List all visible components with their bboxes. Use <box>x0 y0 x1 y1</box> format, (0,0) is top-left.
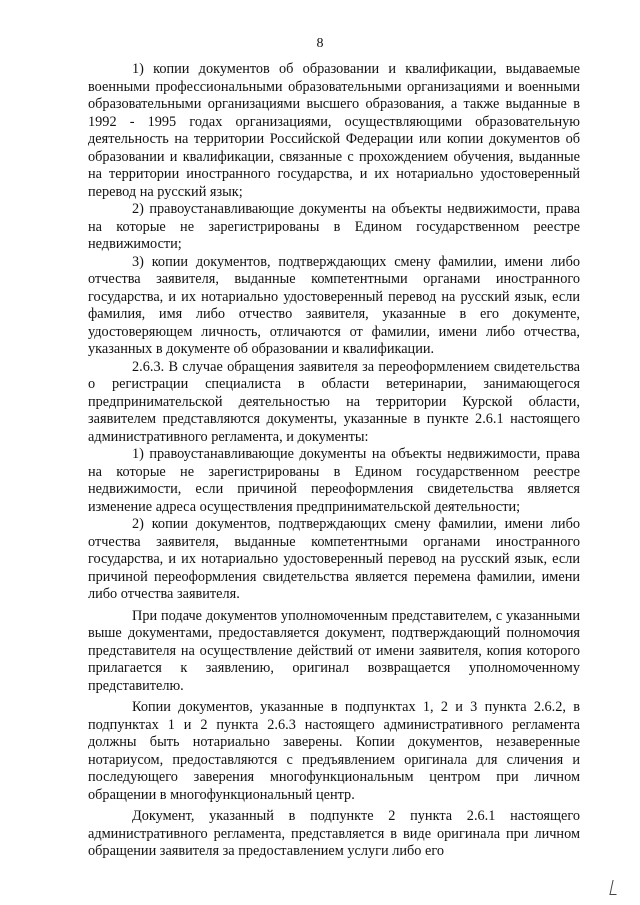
paragraph-item-1: 1) копии документов об образовании и квалификации, выдаваемые военными профессиональными образовательными организациями и военными образовательными организациями высшего образования, а также выданные в 1992 - 1995 годах организациями, осуществляющими образовательную деятельность на территории Российской Федерации или копии документов об образовании и квалификации, связанные с прохождением обучения, выданные на территории иностранного государства, и их нотариально удостоверенный перевод на русский язык; <box>88 61 580 200</box>
paragraph-item-2: 2) правоустанавливающие документы на объекты недвижимости, права на которые не зарегистрированы в Едином государственном реестре недвижимости; <box>88 201 580 252</box>
paragraph-item-3: 3) копии документов, подтверждающих смену фамилии, имени либо отчества заявителя, выданные компетентными органами иностранного государства, и их нотариально удостоверенный перевод на русский язык, если фамилия, имя либо отчество заявителя, указанные в его документе, удостоверяющем личность, отличаются от фамилии, имени либо отчества, указанных в документе об образовании и квалификации. <box>88 253 580 357</box>
paragraph-representative: При подаче документов уполномоченным представителем, с указанными выше документами, предоставляется документ, подтверждающий полномочия представителя на осуществление действий от имени заявителя, копия которого прилагается к заявлению, оригинал возвращается уполномоченному представителю. <box>88 607 580 694</box>
paragraph-section-2-6-3: 2.6.3. В случае обращения заявителя за переоформлением свидетельства о регистрации специалиста в области ветеринарии, занимающегося предпринимательской деятельностью на территории Курской области, заявителем представляются документы, указанные в пункте 2.6.1 настоящего административного регламента, и документы: <box>88 358 580 445</box>
paragraph-2-6-3-item-2: 2) копии документов, подтверждающих смену фамилии, имени либо отчества заявителя, выданные компетентными органами иностранного государства, и их нотариально удостоверенный перевод на русский язык, если причиной переоформления свидетельства является перемена фамилии, имени либо отчества заявителя. <box>88 516 580 602</box>
paragraph-notarized-copies: Копии документов, указанные в подпунктах 1, 2 и 3 пункта 2.6.2, в подпунктах 1 и 2 пункта 2.6.3 настоящего административного регламента должны быть нотариально заверены. Копии документов, незаверенные нотариусом, предоставляются с предъявлением оригинала для сличения и последующего заверения многофункциональным центром при личном обращении в многофункциональный центр. <box>88 699 580 803</box>
paragraph-2-6-3-item-1: 1) правоустанавливающие документы на объекты недвижимости, права на которые не зарегистрированы в Едином государственном реестре недвижимости, если причиной переоформления свидетельства является изменение адреса осуществления предпринимательской деятельности; <box>88 446 580 515</box>
corner-mark <box>609 880 619 895</box>
document-body <box>88 61 580 861</box>
page-number: 8 <box>316 36 324 51</box>
paragraph-original-document: Документ, указанный в подпункте 2 пункта 2.6.1 настоящего административного регламента, представляется в виде оригинала при личном обращении заявителя за предоставлением услуги либо его <box>88 808 580 859</box>
